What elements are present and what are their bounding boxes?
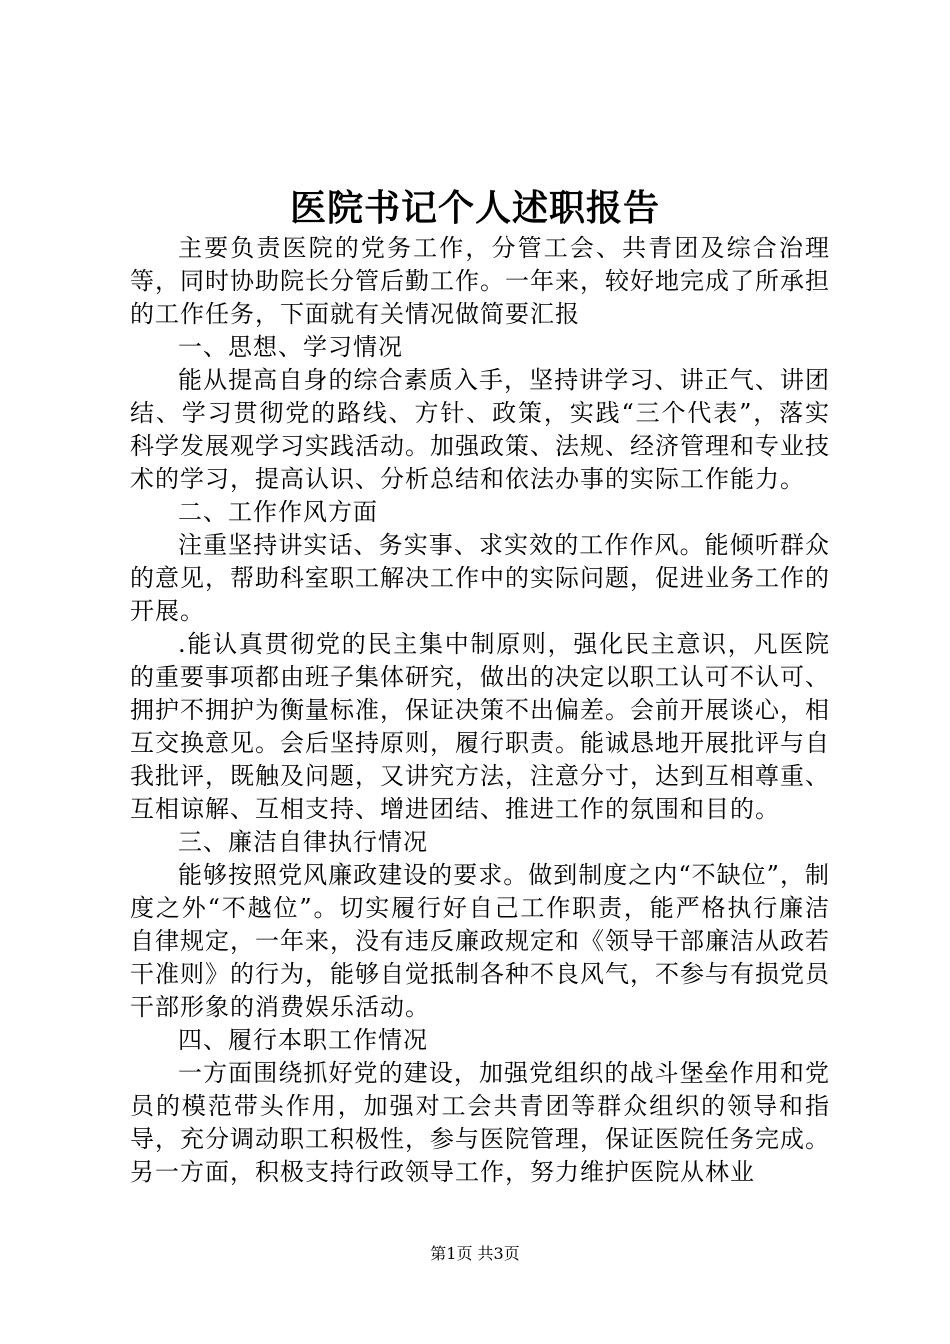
document-title: 医院书记个人述职报告 — [289, 187, 660, 229]
page-footer: 第1页 共3页 — [430, 1244, 520, 1263]
section-heading-duties: 四、履行本职工作情况 — [178, 1026, 428, 1054]
section-paragraph-work-style-2: .能认真贯彻党的民主集中制原则，强化民主意识，凡医院的重要事项都由班子集体研究，做出的决定以职工认可不认可、拥护不拥护为衡量标准，保证决策不出偏差。会前开展谈心，相互交换意见。会后坚持原则，履行职责。能诚恳地开展批评与自我批评，既触及问题，又讲究方法，注意分寸，达到互相尊重、互相谅解、互相支持、增进团结、推进工作的氛围和目的。 — [130, 630, 830, 823]
section-paragraph-duties: 一方面围绕抓好党的建设，加强党组织的战斗堡垒作用和党员的模范带头作用，加强对工会共青团等群众组织的领导和指导，充分调动职工积极性，参与医院管理，保证医院任务完成。另一方面，积极支持行政领导工作，努力维护医院从林业 — [130, 1059, 830, 1186]
section-heading-integrity: 三、廉洁自律执行情况 — [178, 828, 428, 856]
section-paragraph-work-style-1: 注重坚持讲实话、务实事、求实效的工作作风。能倾听群众的意见，帮助科室职工解决工作中的实际问题，促进业务工作的开展。 — [130, 531, 830, 625]
section-heading-thought-study: 一、思想、学习情况 — [178, 333, 403, 361]
section-paragraph-integrity: 能够按照党风廉政建设的要求。做到制度之内“不缺位”，制度之外“不越位”。切实履行好自己工作职责，能严格执行廉洁自律规定，一年来，没有违反廉政规定和《领导干部廉洁从政若干准则》的行为，能够自觉抵制各种不良风气，不参与有损党员干部形象的消费娱乐活动。 — [130, 861, 830, 1021]
section-paragraph-thought-study: 能从提高自身的综合素质入手，坚持讲学习、讲正气、讲团结、学习贯彻党的路线、方针、政策，实践“三个代表”，落实科学发展观学习实践活动。加强政策、法规、经济管理和专业技术的学习，提高认识、分析总结和依法办事的实际工作能力。 — [130, 366, 830, 493]
intro-paragraph: 主要负责医院的党务工作，分管工会、共青团及综合治理等，同时协助院长分管后勤工作。一年来，较好地完成了所承担的工作任务，下面就有关情况做简要汇报 — [130, 234, 830, 328]
section-heading-work-style: 二、工作作风方面 — [178, 498, 378, 526]
document-body — [130, 232, 830, 1189]
